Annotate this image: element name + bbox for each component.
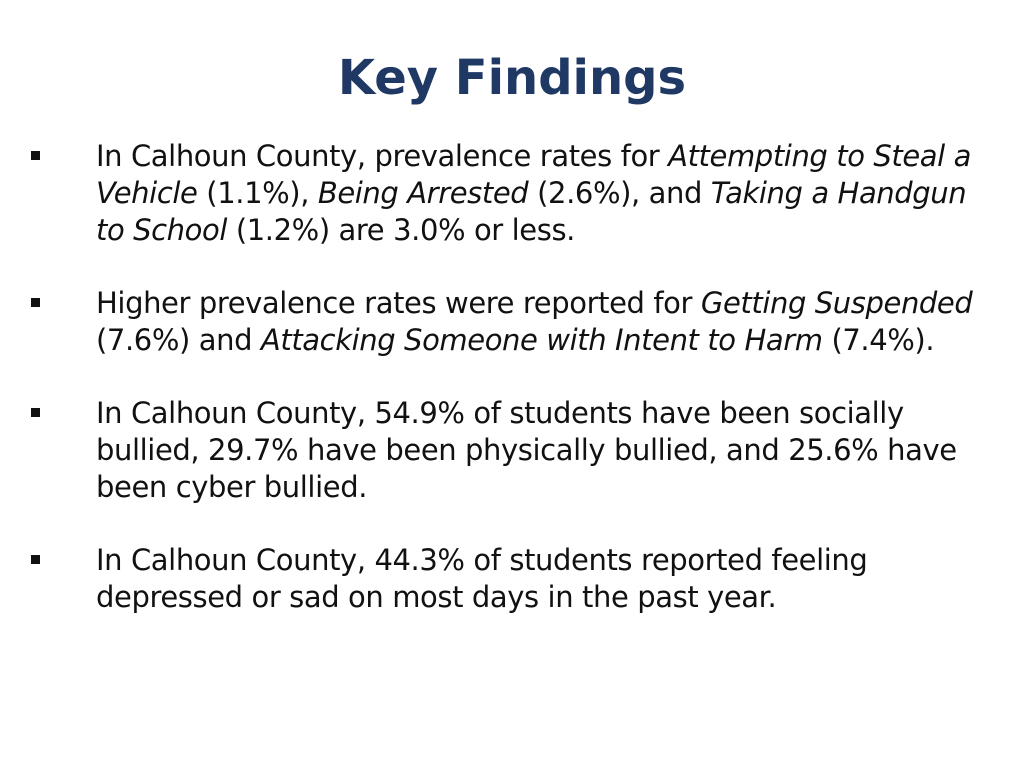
text-segment: (7.4%). xyxy=(822,323,935,357)
slide-title: Key Findings xyxy=(337,50,687,106)
text-segment: (7.6%) and xyxy=(96,323,261,357)
behavior-being-arrested: Being Arrested xyxy=(317,176,529,210)
text-segment: (1.1%), xyxy=(197,176,318,210)
finding-text xyxy=(96,286,972,357)
square-bullet-icon xyxy=(31,298,40,307)
finding-suspended-attacking xyxy=(0,285,1024,359)
finding-text: In Calhoun County, 44.3% of students reported feeling depressed or sad on most days in the past year. xyxy=(96,543,868,614)
text-segment: (1.2%) are 3.0% or less. xyxy=(227,213,575,247)
text-segment: In Calhoun County, prevalence rates for xyxy=(96,139,669,173)
findings-list xyxy=(0,138,1024,652)
finding-bullying xyxy=(0,395,1024,506)
finding-text: In Calhoun County, 54.9% of students have been socially bullied, 29.7% have been physically bullied, and 25.6% have been cyber bullied. xyxy=(96,396,957,504)
text-segment: (2.6%), and xyxy=(528,176,711,210)
text-segment: Higher prevalence rates were reported for xyxy=(96,286,701,320)
square-bullet-icon xyxy=(31,555,40,564)
finding-depression xyxy=(0,542,1024,616)
behavior-attempting-to-steal-vehicle: Attempting to Steal a Vehicle xyxy=(96,139,972,210)
behavior-taking-handgun-to-school: Taking a Handgun to School xyxy=(96,176,967,247)
finding-text xyxy=(96,139,971,247)
square-bullet-icon xyxy=(31,151,40,160)
behavior-attacking-with-intent: Attacking Someone with Intent to Harm xyxy=(260,323,823,357)
square-bullet-icon xyxy=(31,408,40,417)
finding-vehicle-arrest-handgun xyxy=(0,138,1024,249)
behavior-getting-suspended: Getting Suspended xyxy=(700,286,973,320)
